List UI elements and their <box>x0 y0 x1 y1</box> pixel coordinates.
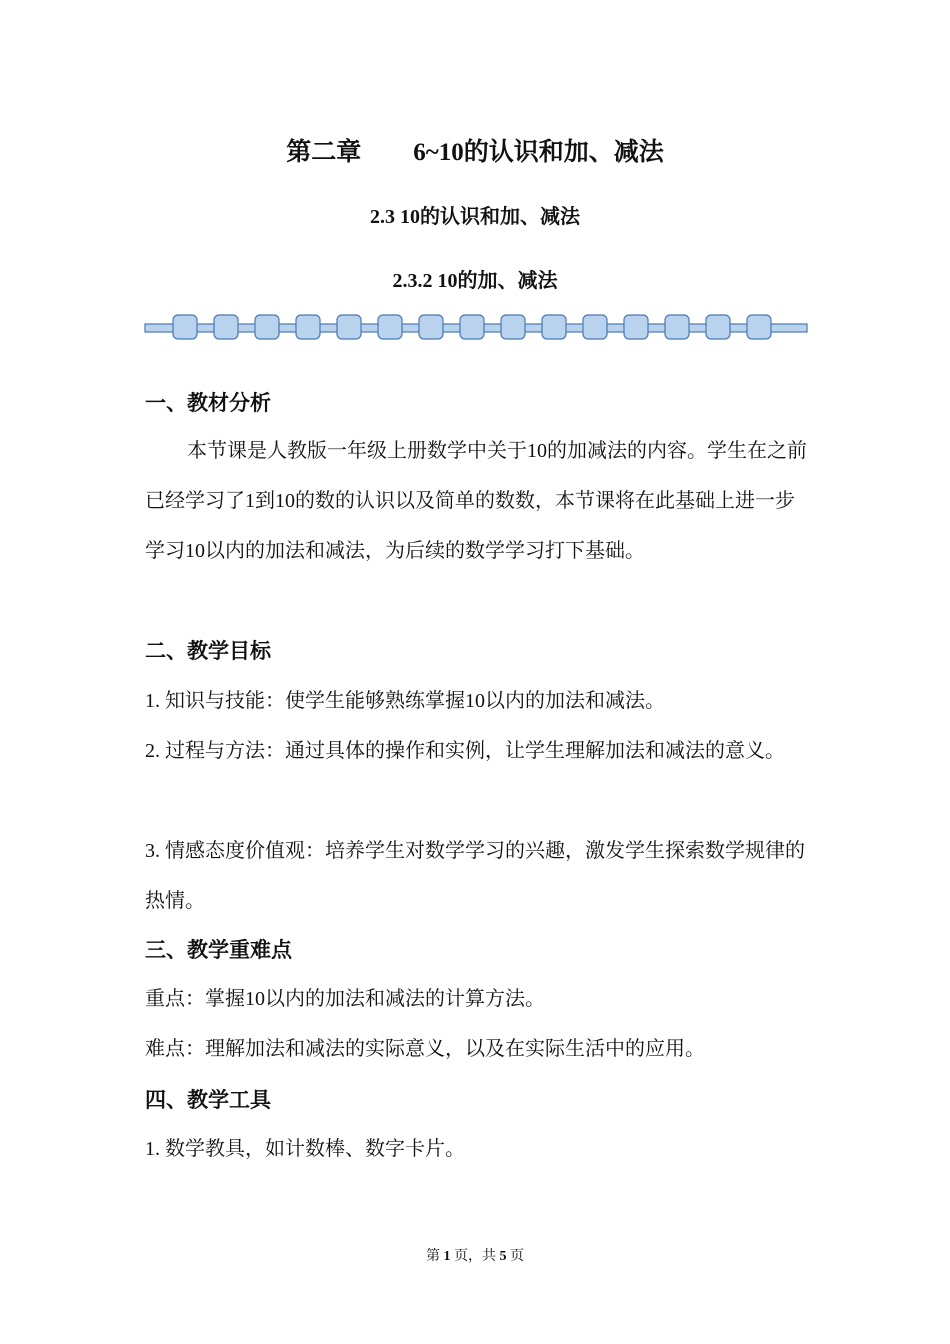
footer-suffix: 页 <box>510 1249 524 1264</box>
footer-total-pages: 5 <box>499 1249 507 1264</box>
divider-bead <box>337 315 361 339</box>
section-heading-tools: 四、教学工具 <box>145 1088 271 1112</box>
divider-bead <box>214 315 238 339</box>
analysis-paragraph: 本节课是人教版一年级上册数学中关于10的加减法的内容。学生在之前已经学习了1到10的数的认识以及简单的数数，本节课将在此基础上进一步学习10以内的加法和减法，为后续的数学学习打下基础。 <box>145 440 807 562</box>
divider-bead <box>296 315 320 339</box>
divider-bead <box>378 315 402 339</box>
page-footer <box>0 1245 950 1265</box>
divider-bead <box>419 315 443 339</box>
divider-bead <box>747 315 771 339</box>
divider-bead <box>501 315 525 339</box>
chapter-title <box>0 132 950 168</box>
tool-item-1: 1. 数学教具，如计数棒、数字卡片。 <box>145 1138 465 1160</box>
divider-bead <box>542 315 566 339</box>
divider-bead <box>706 315 730 339</box>
divider-bead <box>255 315 279 339</box>
subsection-title: 2.3.2 10的加、减法 <box>392 270 558 292</box>
footer-page-number: 1 <box>443 1249 451 1264</box>
section-heading-key-points: 三、教学重难点 <box>145 938 292 962</box>
section-heading-goals: 二、教学目标 <box>145 639 271 663</box>
section-heading-analysis: 一、教材分析 <box>145 391 271 415</box>
section-title: 2.3 10的认识和加、减法 <box>370 206 580 228</box>
goal-item-1: 1. 知识与技能：使学生能够熟练掌握10以内的加法和减法。 <box>145 690 665 712</box>
footer-prefix: 第 <box>426 1249 440 1264</box>
goal-item-3: 3. 情感态度价值观：培养学生对数学学习的兴趣，激发学生探索数学规律的热情。 <box>145 840 805 912</box>
difficult-point: 难点：理解加法和减法的实际意义，以及在实际生活中的应用。 <box>145 1038 705 1060</box>
divider-bead <box>460 315 484 339</box>
bead-divider <box>144 312 808 344</box>
divider-bead <box>583 315 607 339</box>
key-point: 重点：掌握10以内的加法和减法的计算方法。 <box>145 988 545 1010</box>
chapter-name: 6~10的认识和加、减法 <box>413 139 664 166</box>
divider-bead <box>624 315 648 339</box>
divider-bead <box>665 315 689 339</box>
chapter-label: 第二章 <box>286 139 362 166</box>
footer-middle: 页，共 <box>454 1249 496 1264</box>
divider-bead <box>173 315 197 339</box>
goal-item-2: 2. 过程与方法：通过具体的操作和实例，让学生理解加法和减法的意义。 <box>145 740 785 762</box>
